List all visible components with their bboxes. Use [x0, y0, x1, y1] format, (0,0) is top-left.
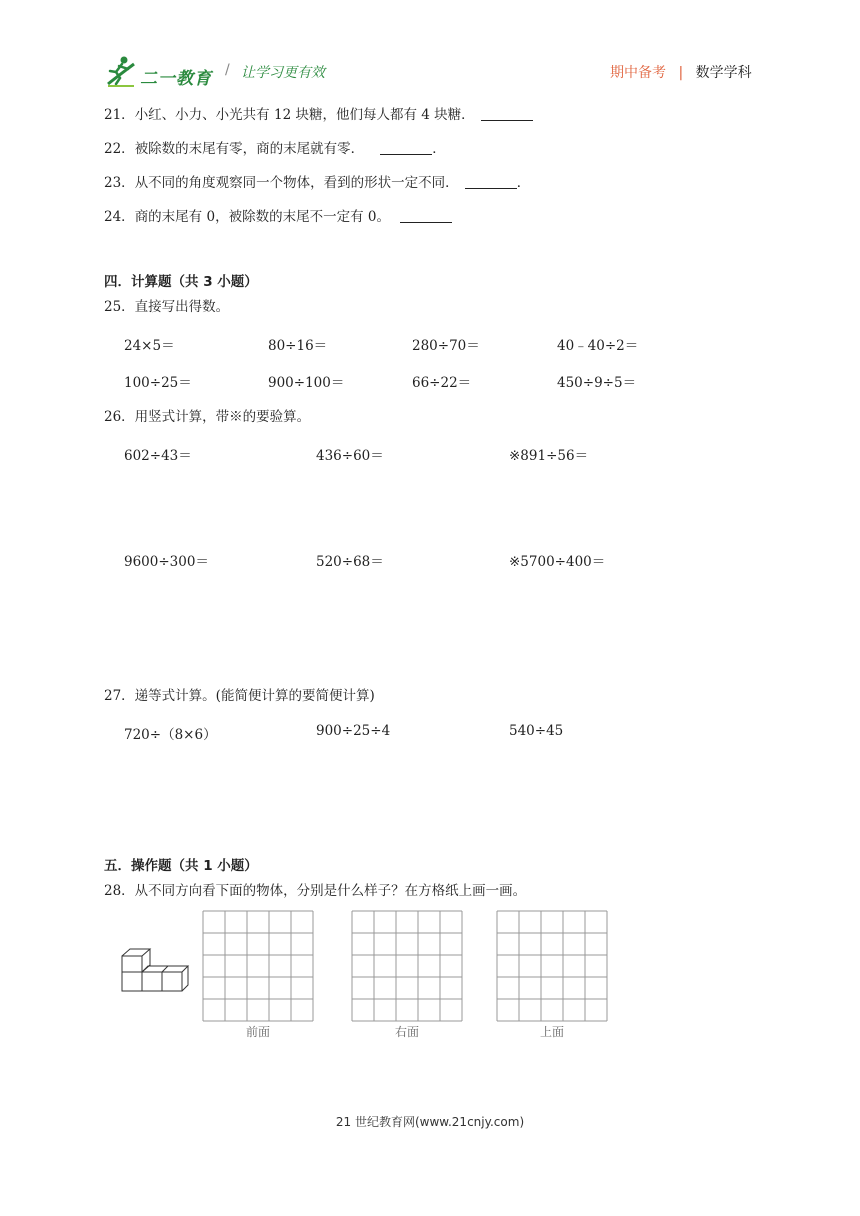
expr: 720÷（8×6）	[124, 727, 217, 743]
expr: 100÷25＝	[124, 375, 192, 391]
expr: 900÷100＝	[268, 375, 345, 391]
expr: 540÷45	[509, 723, 564, 739]
question-27-label: 27．递等式计算。(能简便计算的要简便计算)	[104, 688, 375, 704]
expr: 24×5＝	[124, 338, 175, 354]
question-number: 23．	[104, 175, 135, 191]
question-25-label: 25．直接写出得数。	[104, 299, 230, 315]
header-right	[610, 62, 752, 82]
answer-blank[interactable]	[481, 106, 533, 121]
logo-text: 二一教育	[140, 69, 212, 89]
question-22	[104, 139, 446, 159]
question-21	[104, 105, 533, 125]
expr: 900÷25÷4	[316, 723, 391, 739]
question-text: 小红、小力、小光共有 12 块糖，他们每人都有 4 块糖．	[134, 107, 475, 123]
question-23	[104, 173, 530, 193]
runner-logo-icon	[104, 54, 138, 88]
header-subject: 数学学科	[695, 65, 752, 81]
grid-label-front: 前面	[245, 1025, 270, 1039]
header-logo	[104, 54, 214, 90]
question-suffix: ．	[432, 141, 446, 157]
question-suffix: ．	[516, 175, 531, 191]
question-number: 21．	[104, 107, 135, 123]
question-number: 24．	[104, 209, 135, 225]
expr: 9600÷300＝	[124, 554, 209, 570]
expr: ※891÷56＝	[509, 448, 589, 464]
header-divider: |	[678, 65, 684, 81]
question-text: 被除数的末尾有零，商的末尾就有零．	[134, 141, 365, 157]
question-26-label: 26．用竖式计算，带※的要验算。	[104, 409, 311, 425]
grid-top[interactable]	[496, 910, 608, 1022]
expr: 436÷60＝	[316, 448, 384, 464]
grid-label-right: 右面	[394, 1025, 419, 1039]
grid-right[interactable]	[351, 910, 463, 1022]
grid-label-top: 上面	[539, 1025, 564, 1039]
header-tag: 期中备考	[610, 65, 666, 81]
answer-blank[interactable]	[465, 174, 517, 189]
section-4-title: 四．计算题（共 3 小题）	[104, 274, 258, 290]
expr: 520÷68＝	[316, 554, 384, 570]
question-24	[104, 207, 452, 227]
question-text: 从不同的角度观察同一个物体，看到的形状一定不同．	[134, 175, 459, 191]
footer: 21 世纪教育网(www.21cnjy.com)	[335, 1115, 525, 1129]
answer-blank[interactable]	[400, 208, 452, 223]
expr: 450÷9÷5＝	[557, 375, 637, 391]
expr: 602÷43＝	[124, 448, 192, 464]
grid-front[interactable]	[202, 910, 314, 1022]
expr: 66÷22＝	[412, 375, 472, 391]
cube-figure-icon	[120, 942, 192, 994]
question-text: 商的末尾有 0，被除数的末尾不一定有 0。	[134, 209, 390, 225]
expr: 280÷70＝	[412, 338, 480, 354]
question-number: 22．	[104, 141, 135, 157]
expr: 80÷16＝	[268, 338, 328, 354]
expr: ※5700÷400＝	[509, 554, 606, 570]
header-slash: /	[225, 62, 230, 78]
header-slogan: 让学习更有效	[241, 65, 325, 81]
question-28-label: 28．从不同方向看下面的物体，分别是什么样子？在方格纸上画一画。	[104, 883, 527, 899]
expr: 40﹣40÷2＝	[557, 338, 639, 354]
section-5-title: 五．操作题（共 1 小题）	[104, 858, 258, 874]
answer-blank[interactable]	[380, 140, 432, 155]
